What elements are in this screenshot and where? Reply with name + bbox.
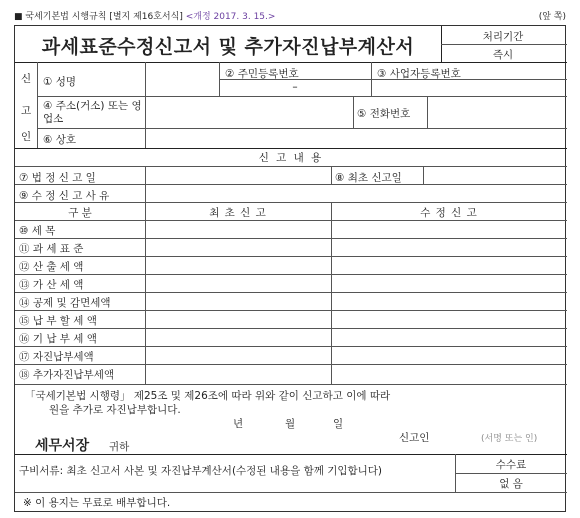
form-title: 과세표준수정신고서 및 추가자진납부계산서	[41, 36, 415, 58]
revision-date: <개정 2017. 3. 15.>	[185, 12, 276, 22]
address-field[interactable]	[147, 98, 351, 126]
signer-label: 신고인	[399, 432, 430, 444]
item-tax-payable: ⑮ 납 부 할 세 액	[19, 315, 97, 327]
trade-name-field[interactable]	[147, 130, 565, 146]
taxpayer-char-3: 인	[21, 131, 32, 143]
item-penalty-tax: ⑬ 가 산 세 액	[19, 279, 84, 291]
item-tax-base: ⑪ 과 세 표 준	[19, 243, 84, 255]
trade-name-label: ⑥ 상호	[43, 134, 77, 146]
item-deductions: ⑭ 공제 및 감면세액	[19, 297, 111, 309]
column-item: 구 분	[68, 207, 92, 219]
signature-note: (서명 또는 인)	[481, 434, 538, 444]
form-header	[14, 9, 566, 23]
column-original: 최 초 신 고	[209, 207, 267, 219]
item-tax-type: ⑩ 세 목	[19, 225, 56, 237]
item-self-paid-tax: ⑰ 자진납부세액	[19, 351, 94, 363]
page-side-label: (앞 쪽)	[538, 12, 566, 22]
legal-date-field[interactable]	[147, 168, 329, 182]
business-no-field[interactable]	[373, 81, 565, 95]
date-day-label: 일	[333, 418, 344, 430]
amendment-reason-field[interactable]	[147, 186, 565, 200]
content-section-header: 신 고 내 용	[258, 152, 324, 164]
form-reference	[14, 9, 275, 22]
business-no-label: ③ 사업자등록번호	[377, 68, 461, 80]
taxpayer-char-1: 신	[21, 73, 32, 85]
first-date-label: ⑧ 최초 신고일	[335, 172, 402, 184]
phone-field[interactable]	[429, 98, 565, 126]
first-date-field[interactable]	[425, 168, 565, 182]
tax-amendment-form	[14, 25, 566, 512]
declaration-line-2: 원을 추가로 자진납부합니다.	[49, 404, 181, 416]
address-label: ④ 주소(거소) 또는 영업소	[43, 100, 142, 125]
resident-no-label: ② 주민등록번호	[225, 68, 299, 80]
tax-office-addressee: 세무서장	[35, 438, 90, 454]
date-year-label: 년	[233, 418, 244, 430]
fee-label: 수수료	[495, 459, 527, 471]
fee-value: 없 음	[499, 478, 523, 490]
name-field[interactable]	[147, 64, 217, 96]
required-documents: 구비서류: 최초 신고서 사본 및 자진납부계산서(수정된 내용을 함께 기입합니다)	[19, 465, 383, 477]
free-distribution-note: ※ 이 용지는 무료로 배부합니다.	[23, 497, 171, 509]
item-computed-tax: ⑫ 산 출 세 액	[19, 261, 84, 273]
legal-date-label: ⑦ 법 정 신 고 일	[19, 172, 96, 184]
date-month-label: 월	[285, 418, 296, 430]
honorific: 귀하	[109, 441, 130, 453]
name-label: ① 성명	[43, 76, 77, 88]
column-amended: 수 정 신 고	[420, 207, 478, 219]
processing-period-label: 처리기간	[482, 31, 524, 43]
declaration-line-1: 「국세기본법 시행령」 제25조 및 제26조에 따라 위와 같이 신고하고 이에 따라	[25, 390, 391, 402]
amendment-reason-label: ⑨ 수 정 신 고 사 유	[19, 190, 110, 202]
resident-no-field[interactable]: –	[292, 81, 298, 93]
taxpayer-char-2: 고	[21, 105, 32, 117]
item-additional-tax: ⑱ 추가자진납부세액	[19, 369, 114, 381]
item-prepaid-tax: ⑯ 기 납 부 세 액	[19, 333, 97, 345]
processing-period-value: 즉시	[492, 49, 514, 61]
form-ref-text: ■ 국세기본법 시행규칙 [별지 제16호서식]	[14, 12, 183, 22]
phone-label: ⑤ 전화번호	[357, 108, 411, 120]
